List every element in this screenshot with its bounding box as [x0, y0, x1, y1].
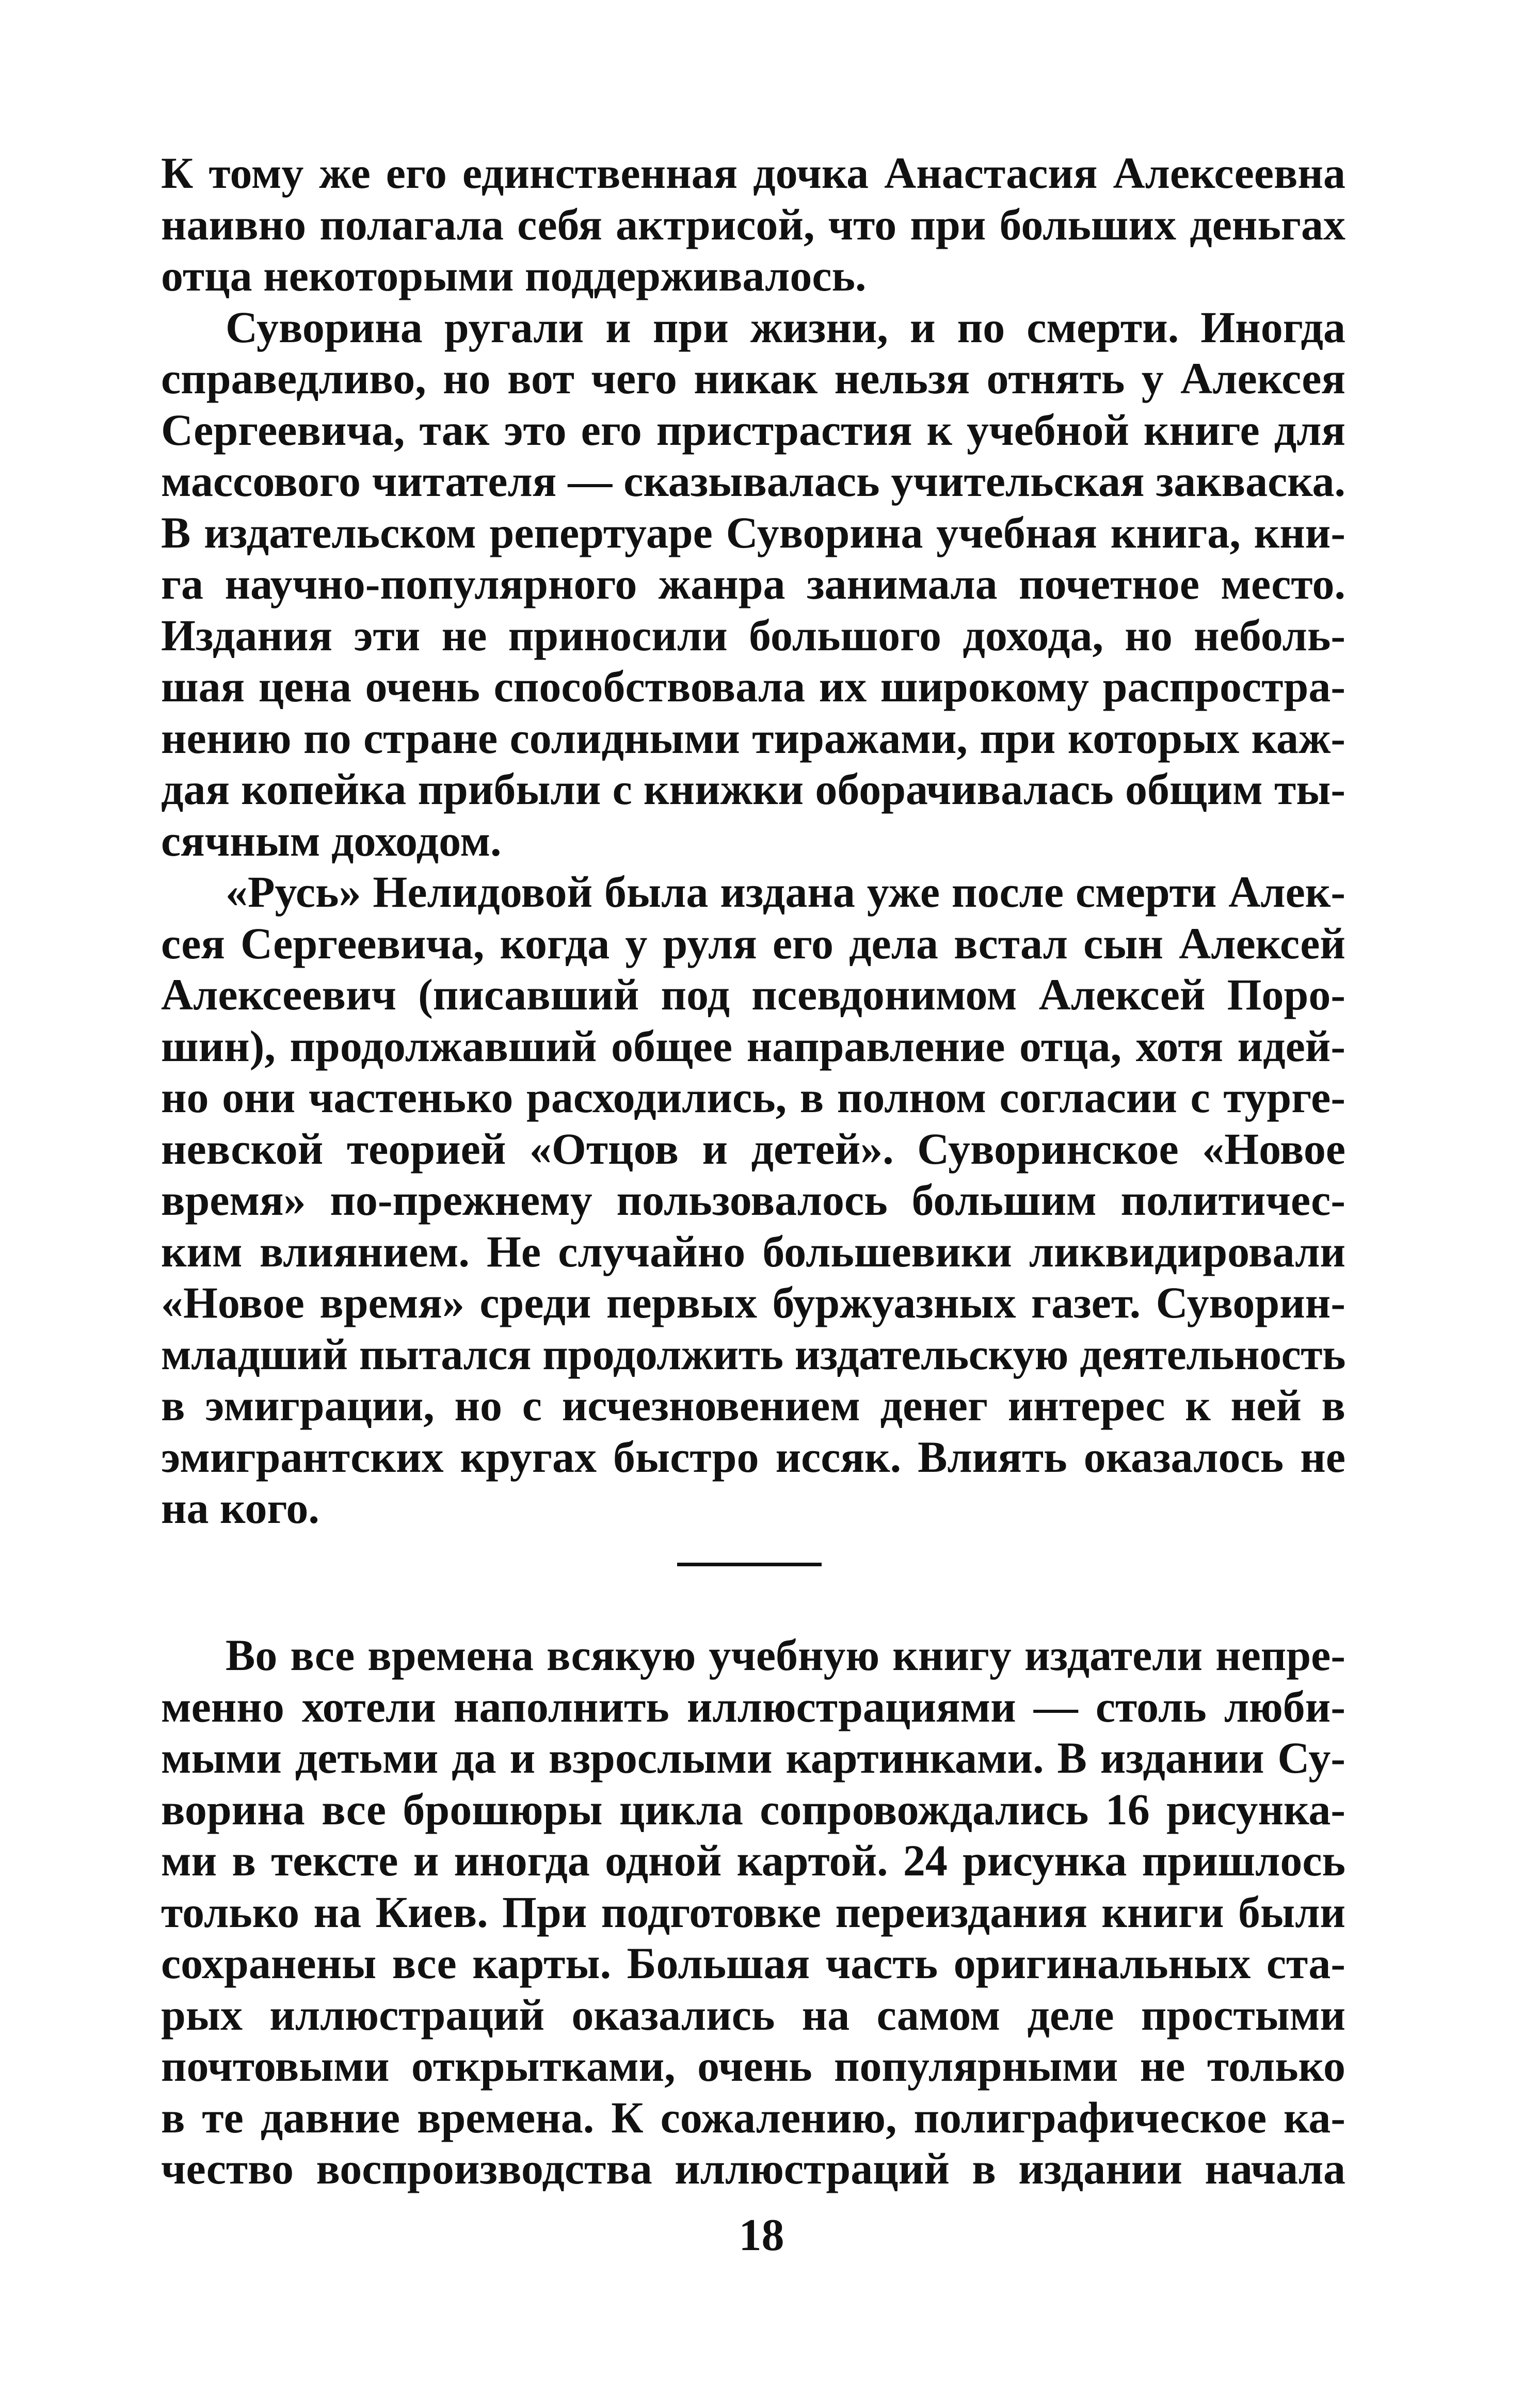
text-line: «Новое время» среди первых буржуазных газет. Суворин-: [161, 1278, 1345, 1327]
text-line: ворина все брошюры цикла сопровождались 16 рисунка-: [161, 1784, 1345, 1834]
text-line: почтовыми открытками, очень популярными не только: [161, 2041, 1345, 2091]
text-line: га научно-популярного жанра занимала почетное место.: [161, 559, 1345, 608]
text-line: Издания эти не приносили большого дохода, но неболь-: [161, 610, 1345, 660]
text-line: наивно полагала себя актрисой, что при больших деньгах: [161, 199, 1345, 249]
text-line: массового читателя — сказывалась учительская закваска.: [161, 456, 1345, 506]
text-line: Суворина ругали и при жизни, и по смерти. Иногда: [226, 302, 1345, 352]
text-line: справедливо, но вот чего никак нельзя отнять у Алексея: [161, 354, 1345, 403]
text-line: сячным доходом.: [161, 815, 502, 865]
text-section-top: [161, 148, 1345, 1534]
page-number: 18: [739, 2210, 784, 2260]
text-line: нению по стране солидными тиражами, при которых каж-: [161, 713, 1345, 763]
text-line: мыми детьми да и взрослыми картинками. В издании Су-: [161, 1733, 1345, 1783]
text-line: К тому же его единственная дочка Анастасия Алексеевна: [161, 148, 1345, 198]
text-line: менно хотели наполнить иллюстрациями — столь люби-: [161, 1681, 1345, 1731]
text-line: невской теорией «Отцов и детей». Суворинское «Новое: [161, 1123, 1345, 1174]
text-line: младший пытался продолжить издательскую деятельность: [161, 1329, 1345, 1379]
text-line: сохранены все карты. Большая часть оригинальных ста-: [161, 1938, 1345, 1988]
text-line: шин), продолжавший общее направление отца, хотя идей-: [161, 1021, 1345, 1071]
text-line: Алексеевич (писавший под псевдонимом Алексей Поро-: [161, 970, 1345, 1019]
text-line: чество воспроизводства иллюстраций в издании начала: [161, 2144, 1345, 2193]
text-line: «Русь» Нелидовой была издана уже после смерти Алек-: [226, 867, 1345, 917]
text-line: но они частенько расходились, в полном согласии с турге-: [161, 1072, 1345, 1122]
section-separator: [677, 1563, 822, 1566]
text-line: отца некоторыми поддерживалось.: [161, 251, 867, 300]
text-line: в те давние времена. К сожалению, полиграфическое ка-: [161, 2092, 1345, 2142]
text-line: только на Киев. При подготовке переиздания книги были: [161, 1887, 1345, 1937]
text-line: в эмиграции, но с исчезновением денег интерес к ней в: [161, 1380, 1345, 1430]
text-line: В издательском репертуаре Суворина учебная книга, кни-: [161, 507, 1345, 557]
text-line: ми в тексте и иногда одной картой. 24 рисунка пришлось: [161, 1836, 1345, 1885]
text-line: ким влиянием. Не случайно большевики ликвидировали: [161, 1226, 1345, 1276]
text-line: Сергеевича, так это его пристрастия к учебной книге для: [161, 405, 1345, 455]
text-section-bottom: [161, 1630, 1345, 2195]
text-line: Во все времена всякую учебную книгу издатели непре-: [226, 1630, 1345, 1680]
text-line: дая копейка прибыли с книжки оборачивалась общим ты-: [161, 764, 1345, 814]
text-line: сея Сергеевича, когда у руля его дела встал сын Алексей: [161, 918, 1345, 968]
text-line: рых иллюстраций оказались на самом деле простыми: [161, 1989, 1345, 2040]
text-line: шая цена очень способствовала их широкому распростра-: [161, 662, 1345, 711]
text-line: на кого.: [161, 1483, 319, 1533]
text-line: время» по-прежнему пользовалось большим политичес-: [161, 1175, 1345, 1225]
text-line: эмигрантских кругах быстро иссяк. Влиять оказалось не: [161, 1432, 1345, 1482]
